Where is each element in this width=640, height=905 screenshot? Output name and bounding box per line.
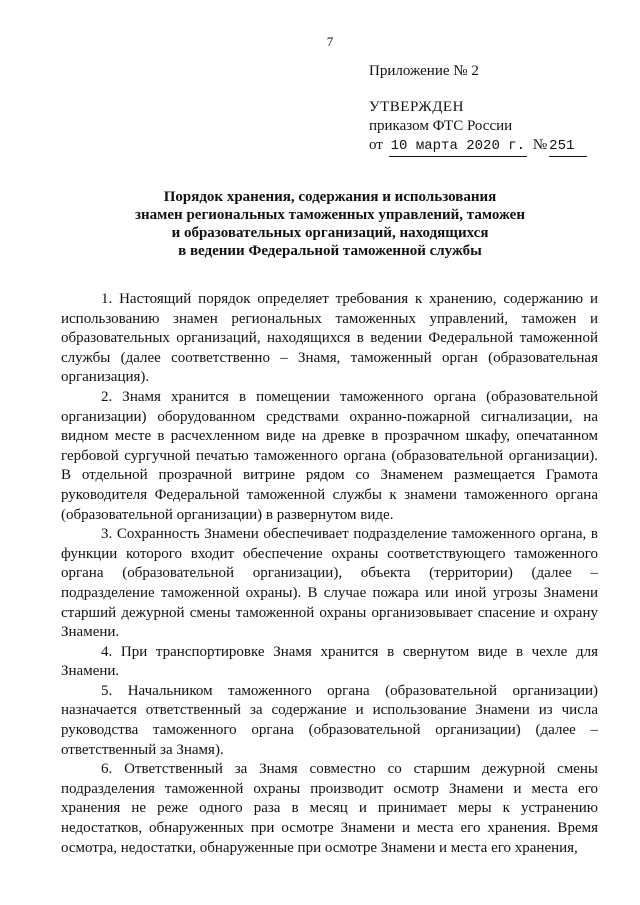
approval-order-line: приказом ФТС России xyxy=(369,118,513,134)
document-body xyxy=(61,290,598,858)
paragraph-1: 1. Настоящий порядок определяет требования к хранению, содержанию и использованию знамен региональных таможенных управлений, таможен и образовательных организаций, находящихся в ведении Федеральной таможенной службы (далее соответственно – Знамя, таможенный орган (образовательная организация). xyxy=(61,291,598,386)
paragraph-5: 5. Начальником таможенного органа (образовательной организации) назначается ответственный за содержание и использование Знамени из числа руководства таможенного органа (образовательной организации) (далее – ответственный за Знамя). xyxy=(61,682,598,758)
document-title xyxy=(90,188,570,260)
paragraph-3: 3. Сохранность Знамени обеспечивает подразделение таможенного органа, в функции которого входит обеспечение охраны соответствующего таможенного органа (образовательной организации), объекта (территории) (далее – подразделение таможенной охраны). В случае пожара или иной угрозы Знамени старший дежурной смены таможенной охраны организовывает спасение и охрану Знамени. xyxy=(61,526,598,641)
number-label: № xyxy=(532,137,548,153)
title-line: Порядок хранения, содержания и использования xyxy=(163,189,497,205)
paragraph-2: 2. Знамя хранится в помещении таможенного органа (образовательной организации) оборудованном средствами охранно-пожарной сигнализации, на видном месте в расчехленном виде на древке в прозрачном шкафу, опечатанном гербовой сургучной печатью таможенного органа (образовательной организации). В отдельной прозрачной витрине рядом со Знаменем размещается Грамота руководителя Федеральной таможенной службы к знамени таможенного органа (образовательной организации) в развернутом виде. xyxy=(61,388,598,523)
approval-heading: УТВЕРЖДЕН xyxy=(369,99,464,115)
from-label: от xyxy=(369,137,383,153)
appendix-label: Приложение № 2 xyxy=(369,63,479,79)
approval-date-line xyxy=(369,136,587,157)
paragraph-6: 6. Ответственный за Знамя совместно со старшим дежурной смены подразделения таможенной охраны производит осмотр Знамени и места его хранения не реже одного раза в месяц и принимает меры к устранению недостатков, обнаруженных при осмотре Знамени и места его хранения. Время осмотра, недостатки, обнаруженные при осмотре Знамени и места его хранения, xyxy=(61,761,598,856)
paragraph-4: 4. При транспортировке Знамя хранится в свернутом виде в чехле для Знамени. xyxy=(61,643,598,680)
approval-date: 10 марта 2020 г. xyxy=(389,137,527,157)
title-line: знамен региональных таможенных управлений, таможен xyxy=(135,207,525,223)
page-number: 7 xyxy=(326,34,334,49)
approval-block xyxy=(369,98,587,157)
approval-number: 251 xyxy=(549,137,587,157)
title-line: в ведении Федеральной таможенной службы xyxy=(178,243,482,259)
title-line: и образовательных организаций, находящихся xyxy=(171,225,489,241)
